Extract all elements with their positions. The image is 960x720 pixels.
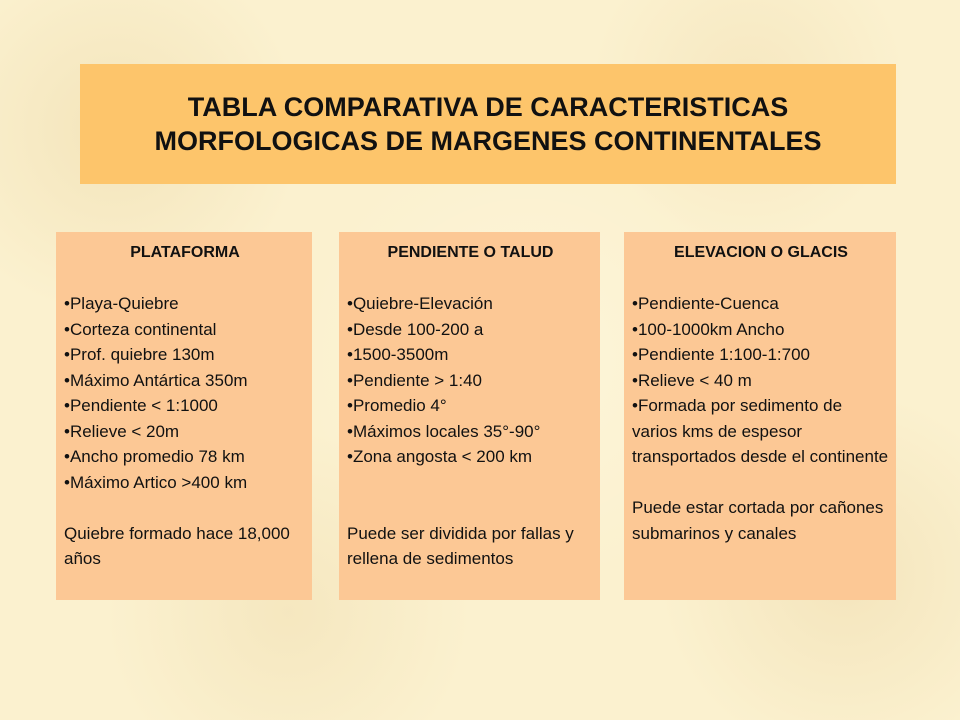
- panel-elevacion-o-glacis: [624, 232, 896, 600]
- list-item: [347, 419, 594, 445]
- bullet-icon: •: [632, 396, 638, 415]
- list-item-text: 100-1000km Ancho: [637, 319, 785, 339]
- list-item-text: Ancho promedio 78 km: [69, 447, 245, 466]
- list-item: [632, 342, 890, 368]
- spacer: [64, 495, 306, 521]
- spacer: [632, 266, 890, 292]
- list-item: [64, 291, 306, 317]
- panel-heading: PENDIENTE O TALUD: [387, 244, 554, 261]
- bullet-icon: •: [632, 370, 638, 390]
- list-item-text: Quiebre-Elevación: [352, 294, 493, 313]
- list-item: [64, 419, 306, 445]
- bullet-icon: •: [347, 370, 353, 390]
- list-item: [64, 368, 306, 394]
- list-item-text: Relieve < 40 m: [637, 370, 752, 390]
- bullet-icon: •: [64, 396, 70, 415]
- list-item-text: Relieve < 20m: [69, 421, 180, 441]
- bullet-icon: •: [64, 447, 70, 466]
- bullet-icon: •: [64, 472, 70, 492]
- list-item-text: Pendiente 1:100-1:700: [637, 345, 810, 364]
- list-item-text: Promedio 4°: [352, 396, 447, 415]
- bullet-list: [64, 291, 306, 495]
- panel-note: Puede ser dividida por fallas y rellena de sedimentos: [347, 523, 574, 568]
- bullet-icon: •: [64, 294, 70, 313]
- list-item-text: Prof. quiebre 130m: [69, 345, 215, 364]
- list-item: [632, 368, 890, 394]
- bullet-icon: •: [64, 370, 70, 390]
- list-item: [64, 393, 306, 419]
- spacer: [347, 495, 594, 521]
- bullet-icon: •: [347, 345, 353, 364]
- list-item: [347, 444, 594, 470]
- bullet-icon: •: [64, 421, 70, 441]
- spacer: [64, 266, 306, 292]
- list-item-text: Desde 100-200 a: [352, 319, 484, 339]
- list-item: [347, 291, 594, 317]
- panel-heading: PLATAFORMA: [130, 244, 240, 261]
- bullet-list: [632, 291, 890, 470]
- bullet-icon: •: [347, 294, 353, 313]
- spacer: [347, 470, 594, 496]
- list-item: [64, 317, 306, 343]
- bullet-icon: •: [64, 345, 70, 364]
- bullet-icon: •: [347, 421, 353, 441]
- list-item: [632, 317, 890, 343]
- list-item-text: Pendiente > 1:40: [352, 370, 482, 390]
- list-item: [347, 368, 594, 394]
- title-box: [80, 64, 896, 184]
- bullet-icon: •: [632, 319, 638, 339]
- list-item-text: Pendiente-Cuenca: [637, 294, 779, 313]
- list-item: [64, 444, 306, 470]
- list-item: [64, 470, 306, 496]
- list-item-text: Corteza continental: [69, 319, 217, 339]
- list-item-text: Formada por sedimento de varios kms de espesor transportados desde el continente: [632, 396, 889, 466]
- list-item: [64, 342, 306, 368]
- list-item-text: Playa-Quiebre: [69, 294, 179, 313]
- bullet-icon: •: [64, 319, 70, 339]
- bullet-list: [347, 291, 594, 470]
- list-item: [347, 393, 594, 419]
- panel-note: Puede estar cortada por cañones submarinos y canales: [632, 498, 884, 543]
- bullet-icon: •: [347, 447, 353, 466]
- list-item: [347, 317, 594, 343]
- list-item-text: Máximos locales 35°-90°: [352, 421, 541, 441]
- panel-heading: ELEVACION O GLACIS: [674, 244, 848, 261]
- list-item-text: Máximo Antártica 350m: [69, 370, 248, 390]
- panel-note: Quiebre formado hace 18,000 años: [64, 523, 290, 568]
- spacer: [347, 266, 594, 292]
- list-item-text: Pendiente < 1:1000: [69, 396, 218, 415]
- list-item: [632, 291, 890, 317]
- bullet-icon: •: [347, 396, 353, 415]
- spacer: [632, 470, 890, 496]
- list-item-text: Máximo Artico >400 km: [69, 472, 248, 492]
- bullet-icon: •: [632, 294, 638, 313]
- panel-plataforma: [56, 232, 312, 600]
- list-item: [347, 342, 594, 368]
- bullet-icon: •: [632, 345, 638, 364]
- list-item: [632, 393, 890, 470]
- list-item-text: Zona angosta < 200 km: [352, 447, 533, 466]
- page-title: TABLA COMPARATIVA DE CARACTERISTICAS MORFOLOGICAS DE MARGENES CONTINENTALES: [154, 92, 822, 156]
- list-item-text: 1500-3500m: [352, 345, 449, 364]
- bullet-icon: •: [347, 319, 353, 339]
- panel-pendiente-o-talud: [339, 232, 600, 600]
